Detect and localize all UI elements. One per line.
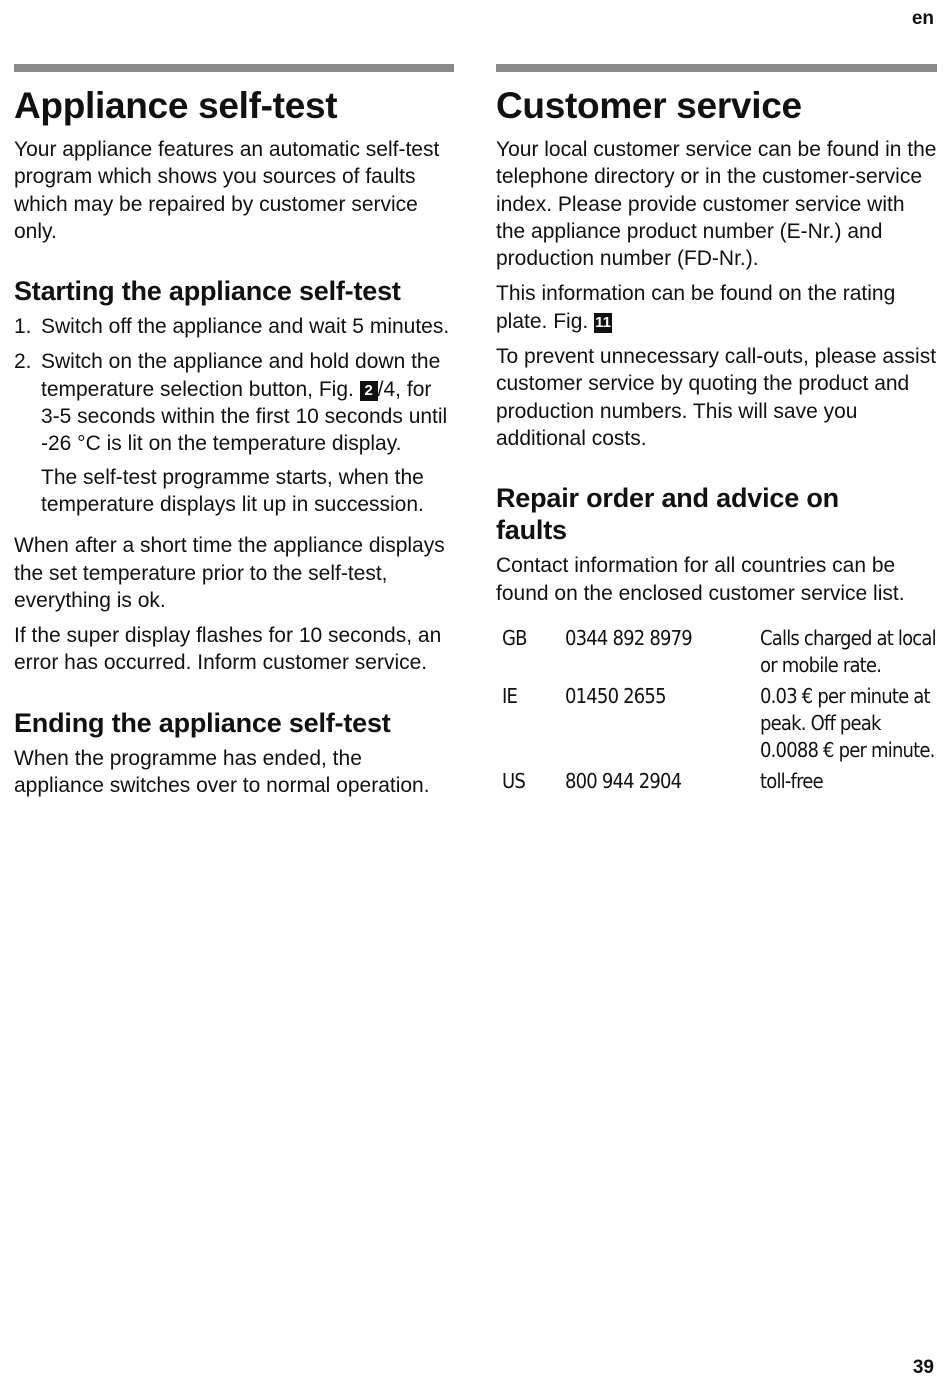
list-item — [14, 313, 454, 340]
error-text: If the super display flashes for 10 seconds, an error has occurred. Inform customer service. — [14, 624, 442, 675]
phone-number: 0344 892 8979 — [565, 625, 692, 650]
rate-note: 0.03 € per minute at peak. Off peak 0.0088 € per minute. — [760, 683, 935, 762]
table-row — [502, 625, 936, 683]
ending-heading: Ending the appliance self-test — [14, 707, 391, 738]
step-result: The self-test programme starts, when the temperature displays lit up in succession. — [41, 465, 424, 516]
list-item — [14, 348, 454, 457]
self-test-title: Appliance self-test — [14, 85, 338, 126]
phone-number: 800 944 2904 — [565, 768, 682, 793]
steps-list — [14, 313, 454, 457]
country-code: IE — [502, 683, 518, 708]
ok-text: When after a short time the appliance displays the set temperature prior to the self-test, everything is ok. — [14, 534, 445, 612]
table-row — [502, 683, 936, 768]
self-test-intro: Your appliance features an automatic self-test program which shows you sources of faults which may be repaired by customer service only. — [14, 138, 440, 243]
step-number: 2. — [14, 350, 32, 374]
page-number: 39 — [912, 1357, 934, 1378]
country-code: GB — [502, 625, 527, 650]
ending-section — [14, 707, 454, 800]
step-text: Switch off the appliance and wait 5 minutes. — [41, 315, 450, 339]
figure-reference: 11 — [595, 313, 611, 331]
info-text: This information can be found on the rating plate. Fig. — [496, 282, 896, 333]
table-row — [502, 768, 936, 799]
ending-text: When the programme has ended, the appliance switches over to normal operation. — [14, 746, 430, 798]
country-code: US — [502, 768, 525, 793]
step-text-part: /4, for 3-5 seconds within the first 10 seconds until -26 °C is lit on the temperature display. — [41, 377, 448, 456]
rate-note: toll-free — [760, 768, 823, 793]
rating-plate-info — [496, 280, 937, 335]
rate-note: Calls charged at local or mobile rate. — [760, 625, 936, 677]
section-rule — [496, 64, 937, 72]
phone-number: 01450 2655 — [565, 683, 666, 708]
customer-service-intro: Your local customer service can be found in the telephone directory or in the customer-service index. Please provide customer service with the appliance product number (E-Nr.) and production number (FD-Nr.). — [496, 138, 937, 271]
left-column — [14, 64, 454, 799]
repair-section — [496, 482, 937, 799]
repair-heading: Repair order and advice on faults — [496, 483, 839, 546]
prevent-text: To prevent unnecessary call-outs, please assist customer service by quoting the product and production numbers. This will save you additional costs. — [496, 345, 937, 450]
section-rule — [14, 64, 454, 72]
right-column — [496, 64, 937, 799]
step-text-part: Switch on the appliance and hold down the temperature selection button, Fig. — [41, 350, 441, 401]
step-text — [41, 348, 454, 457]
customer-service-title: Customer service — [496, 85, 802, 126]
step-number: 1. — [14, 315, 32, 339]
contact-text: Contact information for all countries can be found on the enclosed customer service list. — [496, 554, 905, 605]
starting-heading: Starting the appliance self-test — [14, 276, 401, 307]
figure-reference: 2 — [360, 381, 378, 401]
starting-section — [14, 275, 454, 677]
contacts-table — [502, 625, 936, 799]
language-indicator: en — [911, 8, 934, 29]
